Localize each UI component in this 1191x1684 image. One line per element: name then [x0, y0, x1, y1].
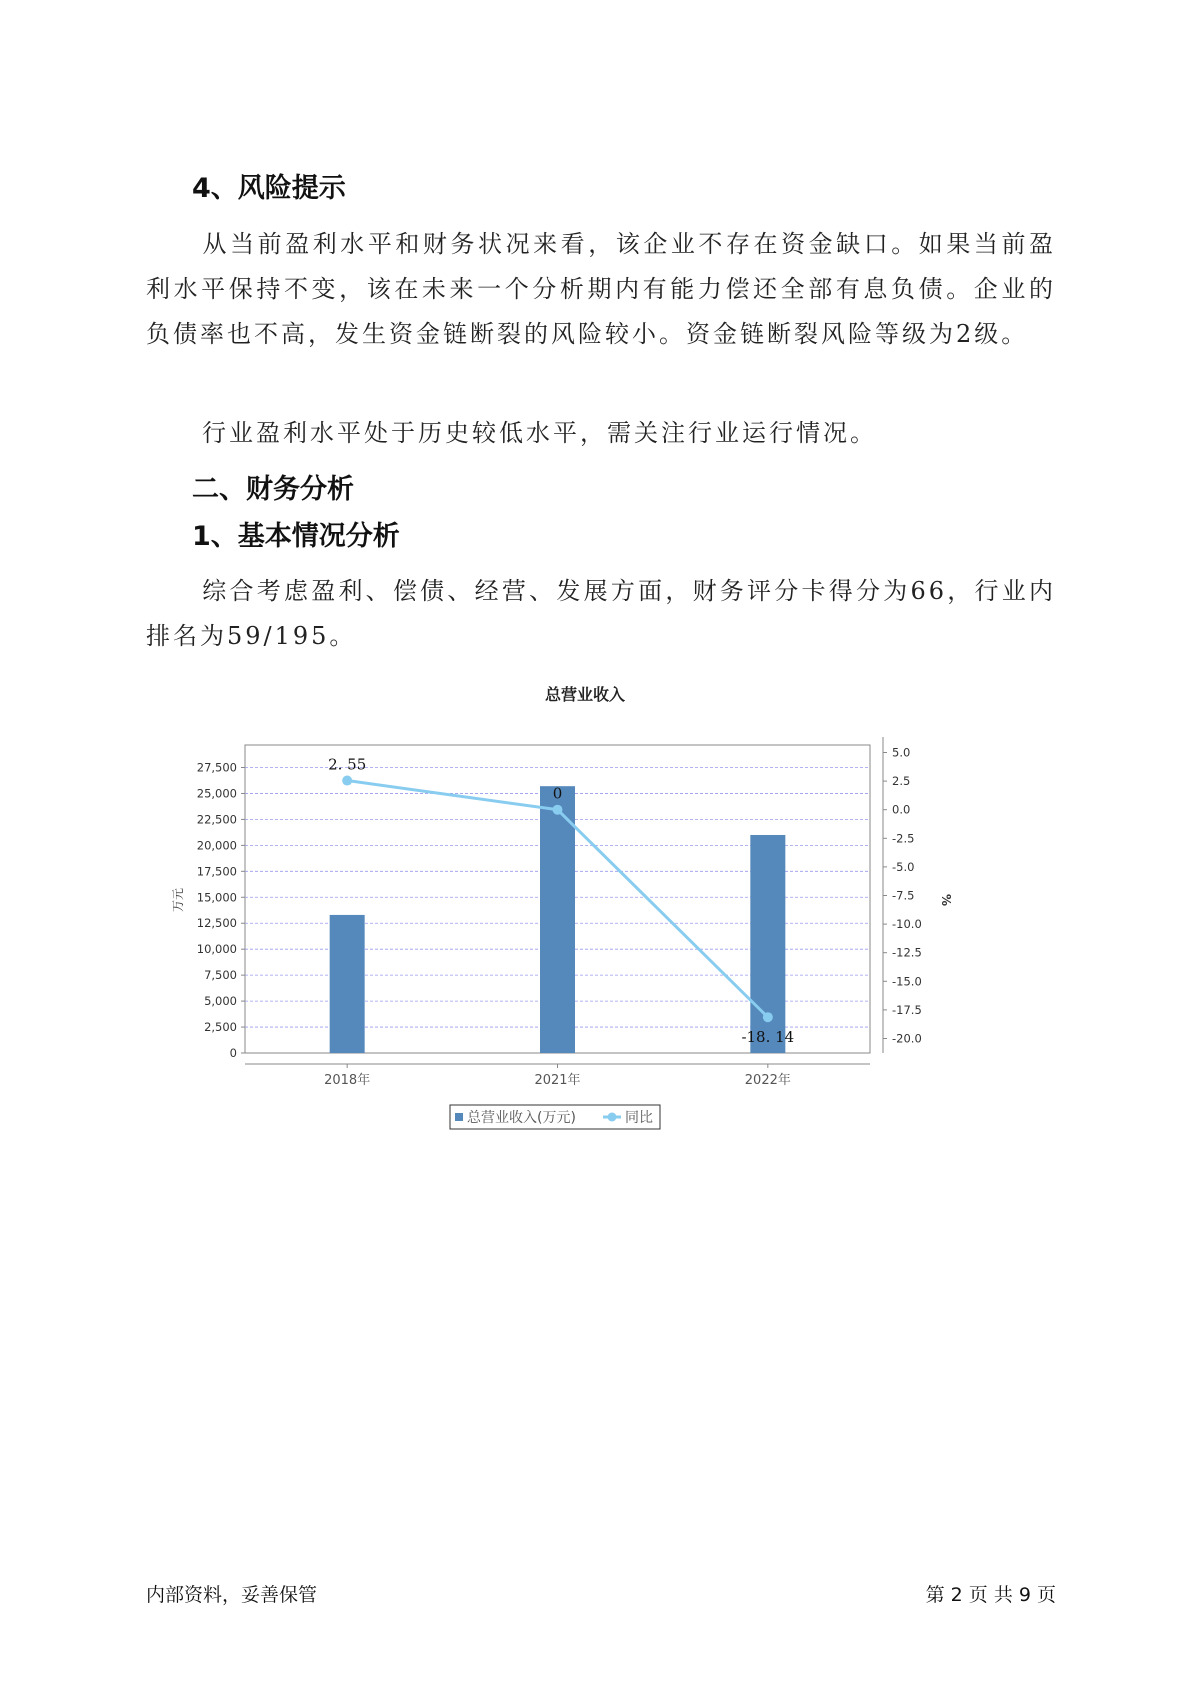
yoy-point: [763, 1012, 773, 1022]
left-tick-label: 15,000: [196, 890, 237, 905]
yoy-data-label: 0: [552, 784, 563, 803]
left-tick-label: 5,000: [204, 994, 237, 1009]
right-tick-label: 0.0: [892, 802, 911, 817]
risk-heading: 4、风险提示: [192, 173, 346, 204]
right-tick-label: 2.5: [892, 774, 911, 789]
left-tick-label: 17,500: [196, 864, 237, 879]
x-tick-label: 2021年: [534, 1073, 581, 1088]
right-tick-label: -12.5: [892, 945, 922, 960]
revenue-chart: [170, 685, 1000, 1126]
finance-heading: 二、财务分析: [192, 474, 354, 505]
right-tick-label: -2.5: [892, 831, 915, 846]
footer-confidential: 内部资料，妥善保管: [146, 1584, 318, 1606]
footer-page-number: 第 2 页 共 9 页: [925, 1584, 1056, 1606]
left-axis-title: 万元: [171, 887, 185, 913]
left-tick-label: 10,000: [196, 942, 237, 957]
right-tick-label: -20.0: [892, 1031, 922, 1046]
x-tick-label: 2018年: [324, 1073, 371, 1088]
yoy-point: [342, 776, 352, 786]
legend-bar-swatch: [455, 1113, 463, 1121]
left-tick-label: 25,000: [196, 786, 237, 801]
x-tick-label: 2022年: [744, 1073, 791, 1088]
legend-line-label: 同比: [625, 1110, 653, 1126]
risk-paragraph-2: 行业盈利水平处于历史较低水平，需关注行业运行情况。: [202, 419, 877, 447]
left-tick-label: 0: [229, 1046, 237, 1060]
basic-paragraph: 综合考虑盈利、偿债、经营、发展方面，财务评分卡得分为66，行业内排名为59/195。: [146, 577, 1056, 650]
right-axis-title: %: [939, 893, 953, 907]
revenue-bar: [330, 915, 365, 1053]
yoy-point: [553, 805, 563, 815]
right-tick-label: -15.0: [892, 974, 922, 989]
yoy-data-label: -18. 14: [741, 1028, 795, 1047]
right-tick-label: -17.5: [892, 1002, 922, 1017]
right-tick-label: 5.0: [892, 745, 911, 760]
revenue-bar: [540, 786, 575, 1053]
basic-heading: 1、基本情况分析: [192, 521, 400, 552]
right-tick-label: -5.0: [892, 859, 915, 874]
left-tick-label: 20,000: [196, 838, 237, 853]
legend-line-marker: [608, 1113, 617, 1122]
risk-paragraph-1: 从当前盈利水平和财务状况来看，该企业不存在资金缺口。如果当前盈利水平保持不变，该在未来一个分析期内有能力偿还全部有息负债。企业的负债率也不高，发生资金链断裂的风险较小。资金链断裂风险等级为2级。: [146, 230, 1056, 348]
legend-bar-label: 总营业收入(万元): [467, 1110, 576, 1126]
right-tick-label: -7.5: [892, 888, 915, 903]
left-tick-label: 22,500: [196, 812, 237, 827]
left-tick-label: 2,500: [204, 1020, 237, 1035]
yoy-data-label: 2. 55: [328, 755, 367, 774]
right-tick-label: -10.0: [892, 917, 922, 932]
left-tick-label: 12,500: [196, 916, 237, 931]
chart-title: 总营业收入: [544, 685, 626, 704]
left-tick-label: 7,500: [204, 968, 237, 983]
left-tick-label: 27,500: [196, 760, 237, 775]
